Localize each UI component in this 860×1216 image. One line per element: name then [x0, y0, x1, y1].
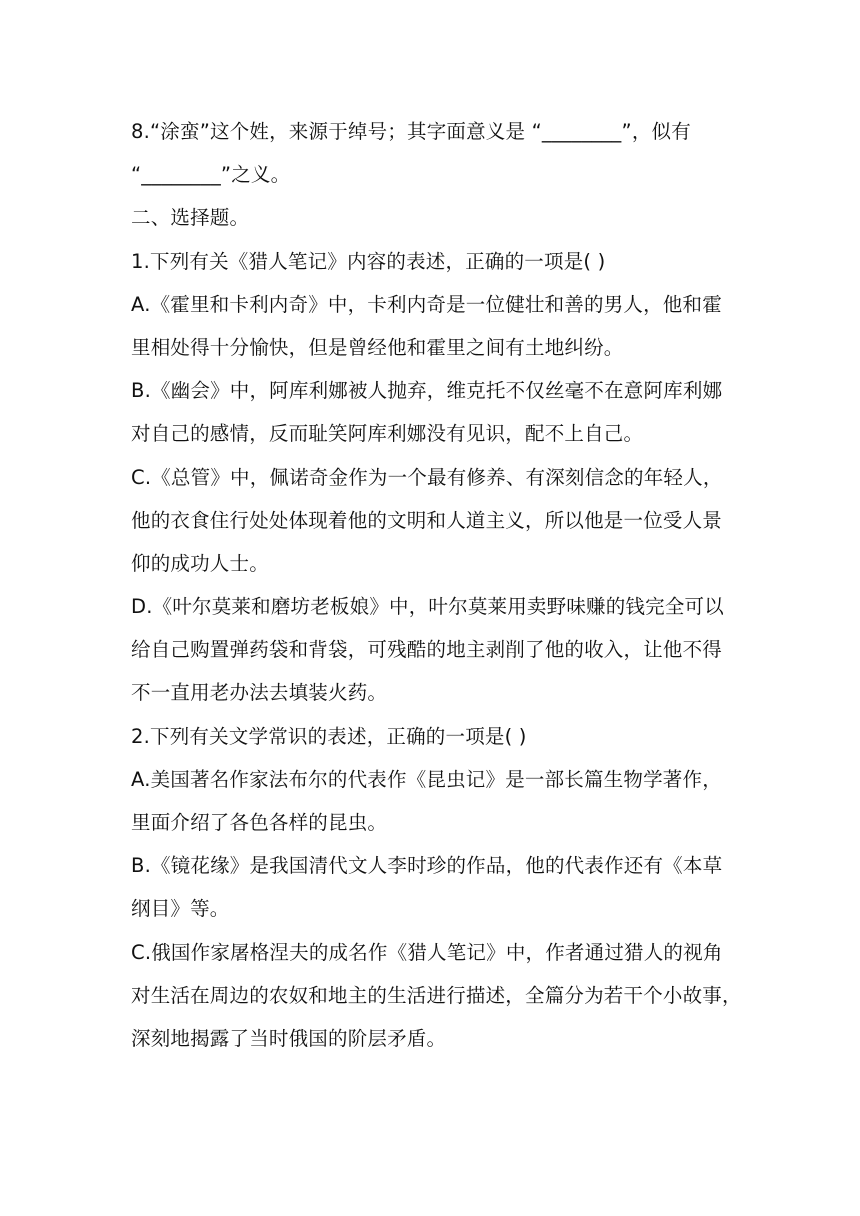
question-2-option-c-line-1: C.俄国作家屠格涅夫的成名作《猎人笔记》中，作者通过猎人的视角 [131, 940, 723, 964]
question-1-option-b-line-2: 对自己的感情，反而耻笑阿库利娜没有见识，配不上自己。 [131, 422, 644, 446]
document-body [131, 110, 743, 1060]
fill-in-question-8-line-2: “________”之义。 [131, 163, 291, 187]
question-1-option-a-line-2: 里相处得十分愉快，但是曾经他和霍里之间有土地纠纷。 [131, 335, 624, 359]
question-2-option-a-line-2: 里面介绍了各色各样的昆虫。 [131, 811, 388, 834]
question-1-option-a-line-1: A.《霍里和卡利内奇》中，卡利内奇是一位健壮和善的男人，他和霍 [131, 292, 722, 316]
question-1-option-d-line-1: D.《叶尔莫莱和磨坊老板娘》中，叶尔莫莱用卖野味赚的钱完全可以 [131, 595, 724, 619]
question-1-option-c-line-3: 仰的成功人士。 [131, 551, 269, 575]
question-2-option-b-line-1: B.《镜花缘》是我国清代文人李时珍的作品，他的代表作还有《本草 [131, 854, 723, 878]
question-1-option-b-line-1: B.《幽会》中，阿库利娜被人抛弃，维克托不仅丝毫不在意阿库利娜 [131, 379, 723, 403]
section-heading-choice: 二、选择题。 [131, 206, 250, 230]
question-1-stem: 1.下列有关《猎人笔记》内容的表述，正确的一项是( ) [131, 249, 606, 273]
question-1-option-c-line-2: 他的衣食住行处处体现着他的文明和人道主义，所以他是一位受人景 [131, 508, 723, 532]
question-2-option-a-line-1: A.美国著名作家法布尔的代表作《昆虫记》是一部长篇生物学著作， [131, 767, 722, 791]
question-2-option-b-line-2: 纲目》等。 [131, 897, 230, 921]
question-1-option-d-line-3: 不一直用老办法去填装火药。 [131, 681, 388, 705]
question-2-option-c-line-3: 深刻地揭露了当时俄国的阶层矛盾。 [131, 1026, 447, 1050]
question-2-option-c-line-2: 对生活在周边的农奴和地主的生活进行描述，全篇分为若干个小故事， [131, 983, 742, 1007]
fill-in-question-8-line-1: 8.“涂蛮”这个姓，来源于绰号；其字面意义是 “________”，似有 [131, 120, 691, 143]
question-2-stem: 2.下列有关文学常识的表述，正确的一项是( ) [131, 724, 527, 748]
question-1-option-d-line-2: 给自己购置弹药袋和背袋，可残酷的地主剥削了他的收入，让他不得 [131, 638, 723, 662]
question-1-option-c-line-1: C.《总管》中，佩诺奇金作为一个最有修养、有深刻信念的年轻人， [131, 465, 723, 489]
